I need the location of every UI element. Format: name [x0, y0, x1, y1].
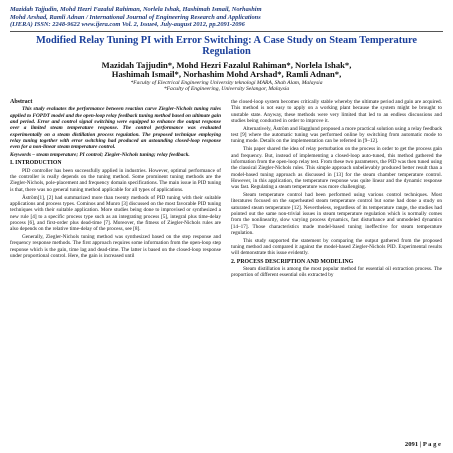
paragraph: Generally, Ziegler-Nichols tuning method was synthesized based on the step response and frequency response methods. The first approach requires some information from the open-loop step response which is the gain, time lag and dead-time. The latter is based on the closed-loop response under proportional control. Here, the gain is increased until — [10, 234, 221, 260]
section-heading-process: 2. PROCESS DESCRIPTION AND MODELING — [231, 258, 354, 265]
abstract-heading: Abstract — [10, 98, 33, 105]
affiliation-1: *Faculty of Electrical Engineering University teknologi MARA, Shah Alam, Malaysia — [130, 79, 323, 86]
left-column — [10, 99, 221, 280]
paragraph: PID controller has been successfully applied in industries. However, optimal performance of the controller is really depends on the tuning method. Some prominent tuning methods are the Ziegler-Nichols, pole-placement and frequency domain specifications. The main issue in PID tuning is that, there was no general tuning method applicable for all types of applications. — [10, 167, 221, 193]
page-number: 2091 | P a g e — [404, 441, 441, 448]
affiliations — [10, 80, 443, 93]
section-heading-introduction: I. INTRODUCTION — [10, 160, 62, 167]
paragraph: This study supported the statement by comparing the output gathered from the proposed tuning method and compared it against the model-based Ziegler-Nichols PID. Experimental results will demonstrate this issue evidently. — [231, 237, 442, 257]
header-line-3: (IJERA) ISSN: 2248-9622 www.ijera.com Vol. 2, Issue4, July-august 2012, pp.2091-2096 — [10, 21, 245, 29]
paragraph: Steam temperature control had been performed using various control techniques. Most literatures focused on the superheated steam temperature control but some had done a study on saturated steam temperature [12]. Nevertheless, regardless of its temperature range, the studies had pointed out the same non-trivial issues in steam temperature regulation which is normally comes from the nonlinearity, slow varying process dynamics, fast disturbance and unmodeled dynamics [14–17]. Those characteristics made model-based tuning ineffective for steam temperature regulation. — [231, 191, 442, 237]
paragraph: This paper shared the idea of relay perturbation on the process in order to get the process gain and frequency. But, instead of implementing a closed-loop auto-tuned, this method gathered the information from the open-loop relay test. From these two parameters, the PID was then tuned using the classical Ziegler-Nichols rules. This simple approach unbelievably produced better result than a model-based tuning approach as discussed in [13] for the steam chamber temperature control. However, in this application, the temperature response was quite linear and the dynamic response was fast. Regulating a steam temperature was more challenging. — [231, 146, 442, 191]
abstract-text: This study evaluates the performance between reaction curve Ziegler-Nichols tuning rules applied to FOPDT model and the open-loop relay feedback tuning method based on ultimate gain and period. Error and control signal switching were equipped to enhance the output response over a limited steam temperature response. The control performance was evaluated experimentally on a steam distillation process regulation. The proposed technique employing relay tuning together with error switching had produced an astounding closed-loop response even for a non-linear steam temperature control. — [10, 106, 221, 151]
journal-header — [10, 6, 443, 29]
paragraph: Åström[1], [2] had summarized more than twenty methods of PID tuning with their suitable applications and process types. Cominos and Munro [3] discussed on the most favorable PID tuning techniques with their suitable application. More studies being done to improvised or synthesized a new rule [4] to a specific process type such as an integrating process [5], integral plus time-delay process [6], and first-order plus dead-time [7]. Moreover, the fitness of Ziegler-Nichols rules are also depends on the relative time-delay of the process, see [8]. — [10, 194, 221, 233]
header-line-1: Mazidah Tajjudin, Mohd Hezri Fazalul Rahiman, Norlela Ishak, Hashimah Ismail, Norhashim — [10, 6, 262, 13]
header-divider — [10, 31, 443, 32]
header-line-2: Mohd Arshad, Ramli Adnan / International Journal of Engineering Research and Applications — [10, 13, 261, 21]
paragraph: Alternatively, Åström and Hagglund proposed a more practical solution using a relay feedback test [9] where the automatic tuning was performed online by switching from automatic mode to tuning mode. Details on the implementation can be referred in [9–12]. — [231, 125, 442, 145]
paragraph: Steam distillation is among the most popular method for essential oil extraction process. The proportion of different essential oils extracted by — [231, 266, 442, 279]
right-column — [231, 99, 442, 280]
author-list — [10, 61, 443, 80]
body-columns — [10, 99, 443, 280]
affiliation-2: *Faculty of Engineering, University Selangor, Malaysia — [163, 86, 290, 93]
keywords: Keywords – steam temperature; PI control; Ziegler-Nichols tuning; relay feedback. — [10, 152, 190, 159]
paragraph: the closed-loop system becomes critically stable whereby the ultimate period and gain are acquired. This method is not easy to apply on a working plant because the system might be brought to unstable state. Anyway, these methods were very limited that led to an endless discussions and studies being conducted in order to improve it. — [231, 98, 442, 124]
authors-line-1: Mazidah Tajjudin*, Mohd Hezri Fazalul Rahiman*, Norlela Ishak*, — [101, 59, 352, 70]
paper-title: Modified Relay Tuning PI with Error Switching: A Case Study on Steam Temperature Regulation — [35, 34, 418, 58]
authors-line-2: Hashimah Ismail*, Norhashim Mohd Arshad*, Ramli Adnan*, — [111, 69, 342, 80]
